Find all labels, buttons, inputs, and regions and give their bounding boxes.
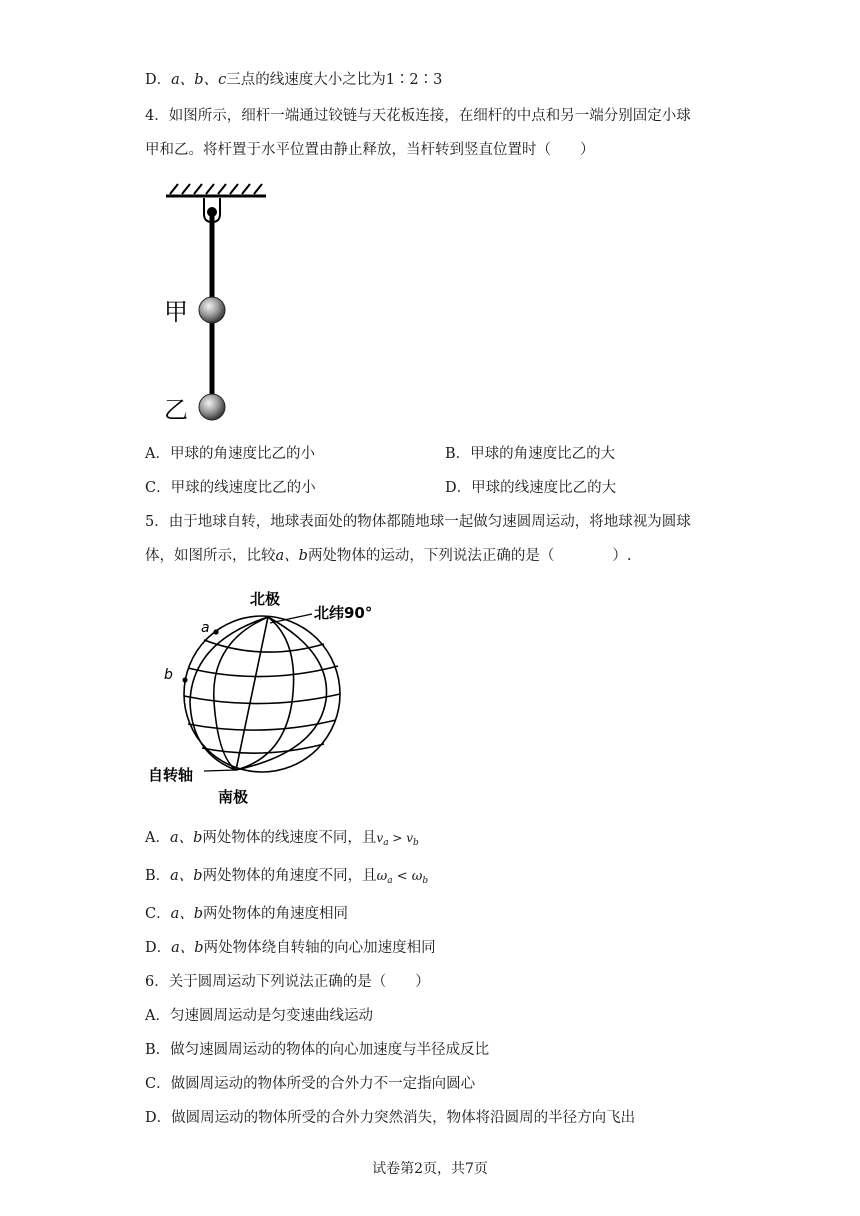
q4-option-b: B．甲球的角速度比乙的大 xyxy=(445,446,616,462)
latitude-line xyxy=(188,666,338,677)
q4-stem-line1: 4．如图所示，细杆一端通过铰链与天花板连接，在细杆的中点和另一端分别固定小球 xyxy=(145,108,691,124)
q5-option-c-prefix: C． xyxy=(145,906,171,922)
label-axis: 自转轴 xyxy=(148,766,194,784)
q5-option-b xyxy=(145,866,428,891)
q4-option-d: D．甲球的线速度比乙的大 xyxy=(445,480,617,496)
point-a-dot xyxy=(213,629,218,634)
ceiling xyxy=(166,184,266,196)
label-point-b: b xyxy=(164,667,173,683)
q6-option-c: C．做圆周运动的物体所受的合外力不一定指向圆心 xyxy=(145,1076,476,1092)
q5-option-a-prefix: A． xyxy=(145,830,170,846)
q6-option-a: A．匀速圆周运动是匀变速曲线运动 xyxy=(145,1008,373,1024)
label-latitude: 北纬90° xyxy=(314,604,373,622)
q6-stem: 6．关于圆周运动下列说法正确的是（ ） xyxy=(145,974,430,990)
q4-rod-figure xyxy=(160,178,280,428)
q5-option-d-prefix: D． xyxy=(145,940,172,956)
ball-yi xyxy=(199,394,225,420)
q3-option-d-prefix: D． xyxy=(145,72,172,88)
q5-option-a-formula: $v_a > v_b$ xyxy=(376,831,419,848)
q5-stem-line2-pre: 体，如图所示，比较 xyxy=(145,548,276,564)
q5-stem-line1: 5．由于地球自转，地球表面处的物体都随地球一起做匀速圆周运动，将地球视为圆球 xyxy=(145,514,691,530)
q4-option-c: C．甲球的线速度比乙的小 xyxy=(145,480,316,496)
q5-option-b-vars: a、b xyxy=(170,868,203,884)
point-b-dot xyxy=(182,677,187,682)
q5-option-d-text: 两处物体绕自转轴的向心加速度相同 xyxy=(203,940,436,956)
q4-option-a: A．甲球的角速度比乙的小 xyxy=(145,446,315,462)
q3-option-d xyxy=(145,70,442,90)
leader-axis xyxy=(204,770,236,771)
latitude-line xyxy=(184,694,340,704)
q6-option-d: D．做圆周运动的物体所受的合外力突然消失，物体将沿圆周的半径方向飞出 xyxy=(145,1110,636,1126)
label-point-a: a xyxy=(201,620,210,636)
q5-stem-line2 xyxy=(145,546,632,566)
q3-option-d-vars: a、b、c xyxy=(171,72,227,88)
meridian xyxy=(236,617,268,770)
q5-option-d-vars: a、b xyxy=(171,940,204,956)
q5-option-a-vars: a、b xyxy=(169,830,203,846)
ball-jia xyxy=(199,297,225,323)
label-yi: 乙 xyxy=(164,396,188,424)
q6-option-b: B．做匀速圆周运动的物体的向心加速度与半径成反比 xyxy=(145,1042,490,1058)
label-jia: 甲 xyxy=(164,298,188,326)
q5-option-d xyxy=(145,938,436,958)
q5-stem-line2-post: 两处物体的运动，下列说法正确的是（ ）. xyxy=(307,548,632,564)
page-footer: 试卷第2页，共7页 xyxy=(372,1161,488,1177)
q4-stem-line2: 甲和乙。将杆置于水平位置由静止释放，当杆转到竖直位置时（ ） xyxy=(145,142,595,158)
label-south-pole: 南极 xyxy=(218,788,249,806)
q5-option-b-formula: $\omega_a < \omega_b$ xyxy=(376,869,429,886)
q5-option-a-text: 两处物体的线速度不同，且 xyxy=(202,830,377,846)
label-north-pole: 北极 xyxy=(250,590,281,608)
latitude-line xyxy=(202,744,324,753)
meridian xyxy=(190,617,268,770)
q5-option-c-vars: a、b xyxy=(170,906,204,922)
q5-stem-line2-vars: a、b xyxy=(275,548,308,564)
q5-option-c xyxy=(145,904,348,924)
meridian xyxy=(236,617,294,770)
q5-option-b-text: 两处物体的角速度不同，且 xyxy=(202,868,377,884)
q5-option-a xyxy=(145,828,419,853)
q5-option-b-prefix: B． xyxy=(145,868,171,884)
q3-option-d-text: 三点的线速度大小之比为1∶2∶3 xyxy=(226,72,443,88)
q5-earth-figure xyxy=(140,582,400,812)
q5-option-c-text: 两处物体的角速度相同 xyxy=(203,906,349,922)
